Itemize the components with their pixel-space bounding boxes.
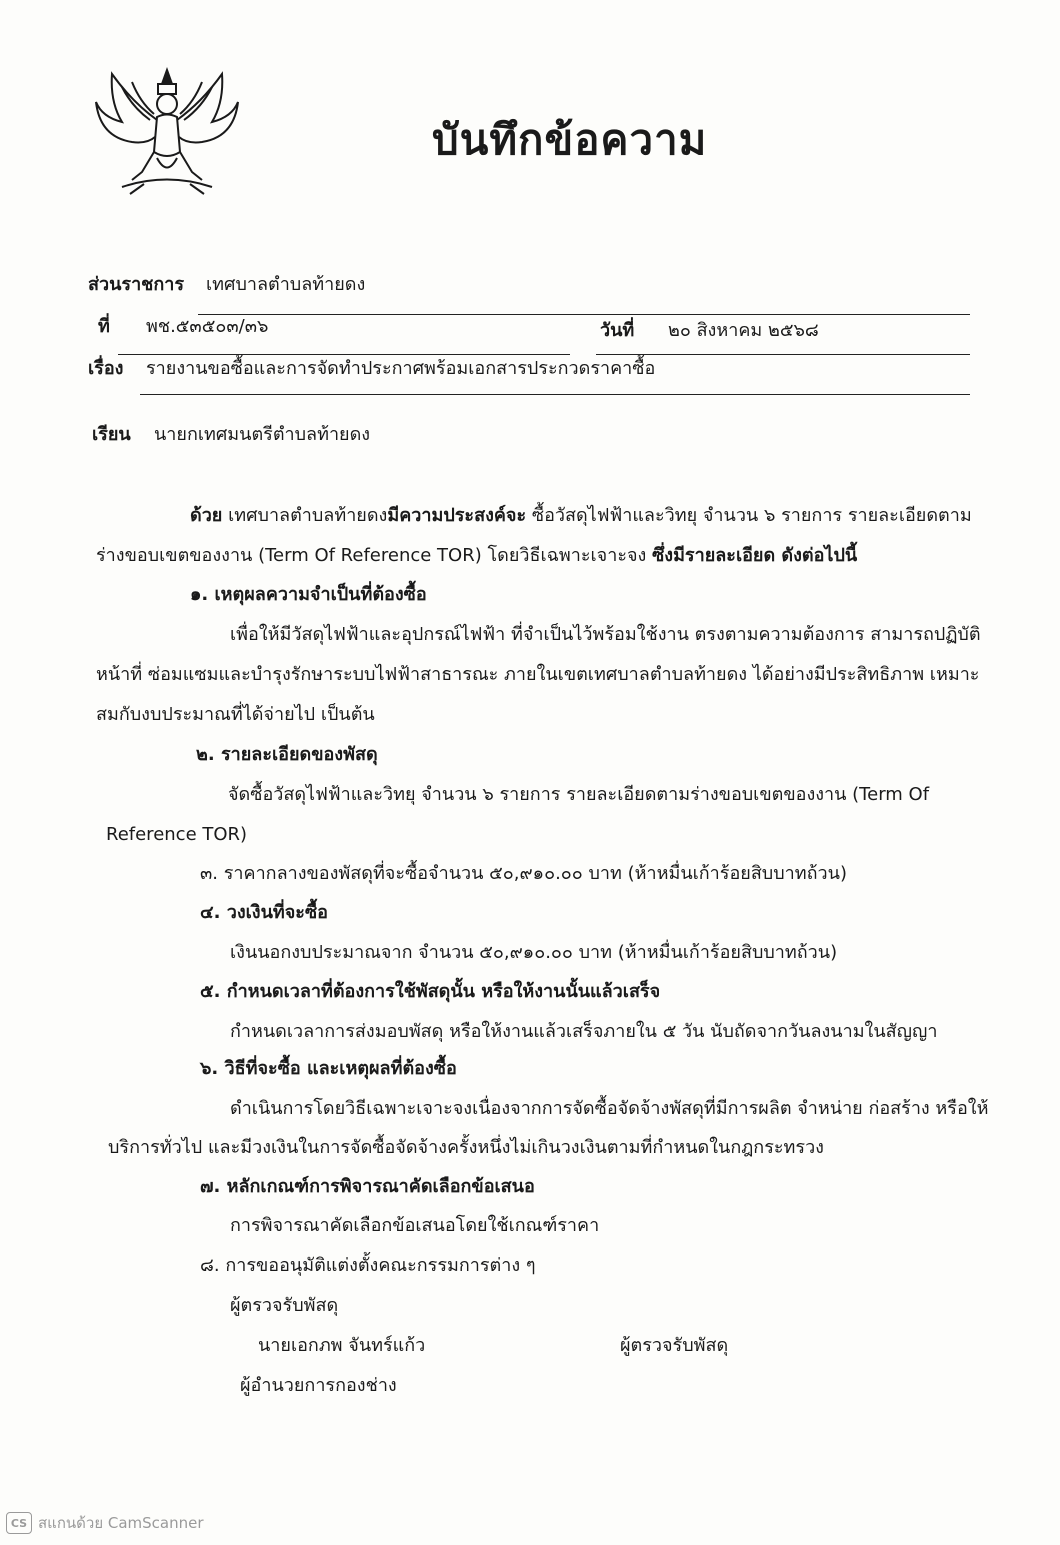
document-title: บันทึกข้อความ — [432, 115, 708, 164]
section-2-heading: ๒. รายละเอียดของพัสดุ — [196, 744, 378, 765]
section-2-line-1: จัดซื้อวัสดุไฟฟ้าและวิทยุ จำนวน ๖ รายการ รายละเอียดตามร่างขอบเขตของงาน (Term Of — [228, 784, 930, 805]
section-4-line-1: เงินนอกงบประมาณจาก จำนวน ๕๐,๙๑๐.๐๐ บาท (ห้าหมื่นเก้าร้อยสิบบาทถ้วน) — [230, 942, 838, 963]
agency-value: เทศบาลตำบลท้ายดง — [206, 274, 366, 295]
section-1-line-3: สมกับงบประมาณที่ได้จ่ายไป เป็นต้น — [96, 704, 375, 725]
subject-label: เรื่อง — [88, 358, 124, 379]
intro-line-2: ร่างขอบเขตของงาน (Term Of Reference TOR) โดยวิธีเฉพาะเจาะจง ซึ่งมีรายละเอียด ดังต่อไปนี้ — [96, 545, 858, 566]
to-value: นายกเทศมนตรีตำบลท้ายดง — [154, 424, 371, 445]
section-4-heading: ๔. วงเงินที่จะซื้อ — [200, 902, 328, 923]
subject-value: รายงานขอซื้อและการจัดทำประกาศพร้อมเอกสารประกวดราคาซื้อ — [146, 358, 656, 379]
section-1-line-1: เพื่อให้มีวัสดุไฟฟ้าและอุปกรณ์ไฟฟ้า ที่จำเป็นไว้พร้อมใช้งาน ตรงตามความต้องการ สามารถปฏิบัติ — [230, 624, 981, 645]
section-8-heading: ๘. การขออนุมัติแต่งตั้งคณะกรรมการต่าง ๆ — [200, 1255, 536, 1276]
section-6-line-2: บริการทั่วไป และมีวงเงินในการจัดซื้อจัดจ้างครั้งหนึ่งไม่เกินวงเงินตามที่กำหนดในกฎกระทรวง — [108, 1137, 824, 1158]
inspector-name: นายเอกภพ จันทร์แก้ว — [258, 1335, 426, 1356]
section-7-line-1: การพิจารณาคัดเลือกข้อเสนอโดยใช้เกณฑ์ราคา — [230, 1215, 600, 1236]
section-1-line-2: หน้าที่ ซ่อมแซมและบำรุงรักษาระบบไฟฟ้าสาธารณะ ภายในเขตเทศบาลตำบลท้ายดง ได้อย่างมีประสิทธิภาพ เหมาะ — [96, 664, 980, 685]
camscanner-watermark — [6, 1511, 204, 1535]
agency-underline — [198, 314, 970, 315]
section-5-heading: ๕. กำหนดเวลาที่ต้องการใช้พัสดุนั้น หรือให้งานนั้นแล้วเสร็จ — [200, 981, 661, 1002]
garuda-emblem-icon — [92, 62, 242, 202]
section-2-line-2: Reference TOR) — [106, 824, 248, 845]
to-label: เรียน — [92, 424, 131, 445]
agency-label: ส่วนราชการ — [88, 274, 185, 295]
section-1-heading: ๑. เหตุผลความจำเป็นที่ต้องซื้อ — [190, 584, 427, 605]
ref-value: พช.๕๓๕๐๓/๓๖ — [146, 316, 269, 337]
section-6-heading: ๖. วิธีที่จะซื้อ และเหตุผลที่ต้องซื้อ — [200, 1058, 457, 1079]
section-8-subheading: ผู้ตรวจรับพัสดุ — [230, 1295, 339, 1316]
camscanner-text: สแกนด้วย CamScanner — [38, 1514, 204, 1532]
ref-underline — [118, 354, 570, 355]
date-value: ๒๐ สิงหาคม ๒๕๖๘ — [668, 320, 819, 341]
section-7-heading: ๗. หลักเกณฑ์การพิจารณาคัดเลือกข้อเสนอ — [200, 1176, 535, 1197]
inspector-position: ผู้อำนวยการกองช่าง — [240, 1375, 397, 1396]
subject-underline — [140, 394, 970, 395]
section-6-line-1: ดำเนินการโดยวิธีเฉพาะเจาะจงเนื่องจากการจัดซื้อจัดจ้างพัสดุที่มีการผลิต จำหน่าย ก่อสร้าง หรือให้ — [230, 1098, 989, 1119]
section-5-line-1: กำหนดเวลาการส่งมอบพัสดุ หรือให้งานแล้วเสร็จภายใน ๕ วัน นับถัดจากวันลงนามในสัญญา — [230, 1021, 938, 1042]
date-underline — [596, 354, 970, 355]
date-label: วันที่ — [600, 320, 635, 341]
ref-label: ที่ — [98, 316, 110, 337]
inspector-role: ผู้ตรวจรับพัสดุ — [620, 1335, 729, 1356]
camscanner-logo-icon: CS — [6, 1512, 32, 1534]
section-3-heading: ๓. ราคากลางของพัสดุที่จะซื้อจำนวน ๕๐,๙๑๐.๐๐ บาท (ห้าหมื่นเก้าร้อยสิบบาทถ้วน) — [200, 863, 847, 884]
intro-line-1: ด้วย เทศบาลตำบลท้ายดงมีความประสงค์จะ ซื้อวัสดุไฟฟ้าและวิทยุ จำนวน ๖ รายการ รายละเอียดตาม — [190, 505, 972, 526]
